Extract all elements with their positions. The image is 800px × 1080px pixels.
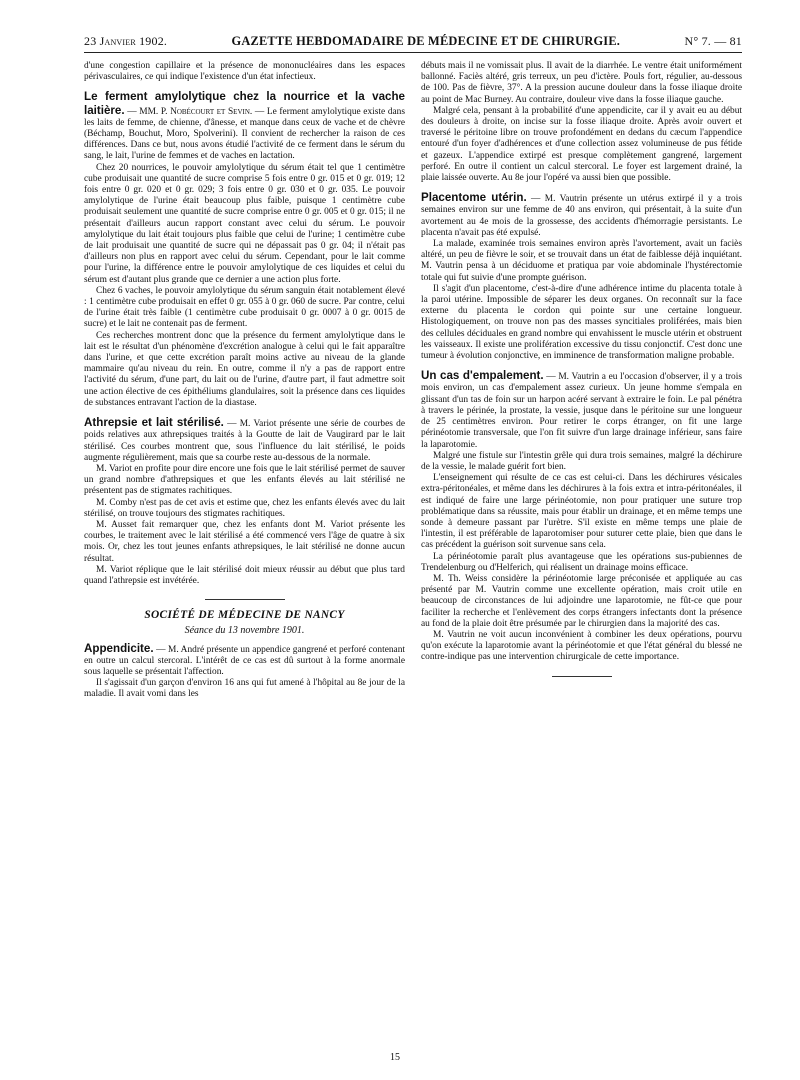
paragraph: Malgré une fistule sur l'intestin grêle qui dura trois semaines, malgré la déchirure de la vessie, le malade guérit fort bien. [421,450,742,472]
paragraph: Le ferment amylolytique existe dans les laits de femme, de chienne, d'ânesse, et manque dans ceux de vache et de chèvre (Béchamp, Bouchut, Moro, Spolverini). Il convient de rechercher la raison de ces différences. Dans ce but, nous avons étudié l'activité de ce ferment dans le sérum du sang, le lait, l'urine de femmes et de vaches en lactation. [84,106,405,162]
article-intro [84,417,405,464]
paragraph: M. Variot en profite pour dire encore une fois que le lait stérilisé permet de sauver un grand nombre d'athrepsiques et que les enfants élevés au lait stérilisé ne présentent pas de stigmates rachitiques. [84,463,405,497]
article-appendicite [84,643,405,701]
article-authors: — MM. P. Nobécourt et Sevin. — [124,106,267,117]
header-date: 23 Janvier 1902. [84,34,168,48]
paragraph: La périnéotomie paraît plus avantageuse que les opérations sus-pubiennes de Trendelenburg ou d'Helferich, qui réalisent un drainage moins efficace. [421,551,742,573]
article-intro [421,370,742,450]
paragraph: Il s'agit d'un placentome, c'est-à-dire d'une adhérence intime du placenta totale à la paroi utérine. Impossible de séparer les deux organes. On reconnaît sur la face externe du placenta le cordon qui pointe sur une certaine longueur. Histologiquement, on trouve non pas des masses syncitiales proliférées, mais bien des cellules déciduales en grand nombre qui envahissent le muscle utérin et obstruent les vaisseaux. Il existe une prolifération excessive du tissu conjonctif. C'est donc une tumeur à évolution conjonctive, en imminence de transformation maligne probable. [421,283,742,362]
article-empalement [421,370,742,663]
paragraph: Il s'agissait d'un garçon d'environ 16 ans qui fut amené à l'hôpital au 8e jour de la maladie. Il avait vomi dans les [84,678,405,700]
text-columns [84,61,742,1035]
article-heading: Le ferment amylolytique chez la nourrice et la vache laitière. [84,90,405,117]
session-date: Séance du 13 novembre 1901. [184,625,305,637]
article-intro [84,643,405,679]
paragraph: Malgré cela, pensant à la probabilité d'une appendicite, car il y avait eu au début des douleurs à droite, on incise sur la fosse iliaque droite. Après avoir ouvert et traversé le péritoine libre on trouve profondément en dedans du cæcum l'appendice entouré d'un foyer d'adhérences et d'une collection assez volumineuse de pus fétide et gazeux. L'appendice extirpé est presque complètement gangrené, largement perforé. En outre il contient un calcul stercoral. Le foyer est largement drainé, la plaie laissée ouverte. Au 8e jour l'opéré va aussi bien que possible. [421,105,742,184]
article-athrepsie [84,417,405,587]
article-heading: Appendicite. [84,641,154,655]
paragraph: L'enseignement qui résulte de ce cas est celui-ci. Dans les déchirures vésicales extra-péritonéales, et même dans les déchirures à la fois extra et intra-péritonéales, il est indiqué de faire une large périnéotomie, non pour pratiquer une suture trop problématique dans sa réussite, mais pour établir un drainage, et en même temps une sonde à demeure passant par l'urètre. S'il existe en même temps une plaie de l'intestin, il est préférable de laparotomiser pour suturer cette plaie, bien que dans le cas précédent la guérison soit survenue sans cela. [421,473,742,551]
paragraph: — M. Vautrin a eu l'occasion d'observer, il y a trois mois environ, un cas d'empalement assez curieux. Un jeune homme s'empala en glissant d'un tas de foin sur un harpon acéré servant à extraire le foin. Le pal pénétra à travers le périnée, la prostate, la vessie, jusque dans le péritoine sur une longueur de 25 centimètres environ. Pour retirer le corps étranger, on fit une large périnéotomie transversale, que l'on fit suivre d'un large drainage inférieur, sans faire la laparotomie. [421,372,742,450]
folio: 15 [390,1052,400,1063]
paragraph: d'une congestion capillaire et la présence de mononucléaires dans les espaces périvasculaires, ce qui indique l'existence d'un état infectieux. [84,61,405,83]
article-authors: — M. Variot présente [223,419,315,430]
article-heading: Un cas d'empalement. [421,369,544,383]
paragraph: Chez 6 vaches, le pouvoir amylolytique du sérum sanguin était notablement élevé : 1 centimètre cube produisait en effet 0 gr. 055 à 0 gr. 060 de sucre. Par contre, celui de l'urine était très faible (1 centimètre cube produisait 0 gr. 0007 à 0 gr. 0015 de sucre) et le lait ne contenait pas de ferment. [84,285,405,330]
article-heading: Athrepsie et lait stérilisé. [84,416,224,430]
header-page-number: N° 7. — 81 [684,34,742,48]
paragraph: M. Th. Weiss considère la périnéotomie large préconisée et appliquée au cas présenté par M. Vautrin comme une excellente opération, mais croit utile en beaucoup de circonstances de lui adjoindre une laparotomie, ne fût-ce que pour faciliter la recherche et l'enlèvement des corps étrangers infectants dont la présence au fond de la plaie doit être présumée par le chirurgien dans la majorité des cas. [421,573,742,629]
section-divider [205,599,285,600]
paragraph: M. Variot réplique que le lait stérilisé doit mieux réussir au début que plus tard quand l'athrepsie est invétérée. [84,564,405,586]
article-intro [84,91,405,162]
end-rule [552,676,612,677]
society-heading: SOCIÉTÉ DE MÉDECINE DE NANCY [144,609,345,622]
paragraph: une série de courbes de poids relatives aux athrepsiques traités à la Goutte de lait de Vaugirard par le lait stérilisé. Ces courbes montrent que, sous l'influence du lait stérilisé, le poids augmente régulièrement, mais que sa courbe reste au-dessous de la normale. [84,419,405,463]
left-column [84,61,405,1035]
paragraph: Chez 20 nourrices, le pouvoir amylolytique du sérum était tel que 1 centimètre cube produisait une quantité de sucre comprise 5 fois entre 0 gr. 015 et 0 gr. 019; 12 fois entre 0 gr. 020 et 0 gr. 029; 3 fois entre 0 gr. 030 et 0 gr. 035. Le pouvoir amylolytique de l'urine était beaucoup plus faible, puisque 1 centimètre cube produisait seulement une quantité de sucre comprise entre 0 gr. 005 et 0 gr. 015; il ne présentait d'ailleurs aucun rapport constant avec celui du sérum. Le pouvoir amylolytique du lait était toujours plus faible que celui de l'urine; 1 centimètre cube de lait produisait une quantité de sucre qui ne dépassait pas 0 gr. 04; il n'était pas d'ailleurs non plus en rapport avec celui du sérum. Cependant, pour le lait comme pour l'urine, la différence entre le pouvoir amylolytique de ces liquides et celui du sérum est d'autant plus grande que ce dernier a une action plus forte. [84,162,405,285]
article-intro [421,192,742,239]
paragraph: Ces recherches montrent donc que la présence du ferment amylolytique dans le lait est le résultat d'un phénomène d'excrétion analogue à celui qui le fait apparaître dans l'urine, et que cette excrétion paraît moins active au niveau de la glande mammaire qu'au niveau du rein. En outre, comme il n'y a pas de rapport entre l'activité du sérum, d'une part, du lait ou de l'urine, d'autre part, il faut admettre soit une action élective de ces épithéliums glandulaires, soit la présence dans ces liquides de substances entravant l'action de la diastase. [84,330,405,408]
right-column [421,61,742,1035]
paragraph: M. Ausset fait remarquer que, chez les enfants dont M. Variot présente les courbes, le traitement avec le lait stérilisé a été commencé vers l'âge de quatre à six mois. Or, chez les tout jeunes enfants athrepsiques, le lait stérilisé ne donne aucun résultat. [84,519,405,564]
paragraph: débuts mais il ne vomissait plus. Il avait de la diarrhée. Le ventre était uniformément ballonné. Faciès altéré, gris terreux, un peu d'ictère. Pouls fort, régulier, au-dessous de 100. Pas de fièvre, 37°. A la pression aucune douleur dans la fosse iliaque droite au point de Mac Burney. Au contraire, douleur vive dans la fosse iliaque gauche. [421,61,742,105]
paragraph: — M. Vautrin présente un utérus extirpé il y a trois semaines environ sur une femme de 40 ans environ, qui présentait, à la suite d'un avortement au 4e mois de la grossesse, des accidents d'hémorragie persistants. Le placenta n'avait pas été expulsé. [421,194,742,238]
paragraph: La malade, examinée trois semaines environ après l'avortement, avait un faciès altéré, un peu de fièvre le soir, et se trouvait dans un état de faiblesse déjà inquiétant. M. Vautrin pensa à un déciduome et pratiqua par voie abdominale l'hystérectomie totale qui fut suivie d'une prompte guérison. [421,239,742,283]
article-heading: Placentome utérin. [421,191,527,205]
article-ferment-amylolytique [84,91,405,409]
paragraph: M. Vautrin ne voit aucun inconvénient à combiner les deux opérations, pourvu qu'on exécute la laparotomie avant la périnéotomie et que l'état général du blessé ne contre-indique pas une intervention chirurgicale de cette importance. [421,629,742,663]
running-header [84,34,742,53]
article-placentome [421,192,742,362]
header-title: GAZETTE HEBDOMADAIRE DE MÉDECINE ET DE CHIRURGIE. [231,34,621,48]
paragraph: — M. André présente un appendice gangrené et perforé contenant en outre un calcul stercoral. L'intérêt de ce cas est dû surtout à la forme anormale sous laquelle se présentait l'affection. [84,644,405,677]
paragraph: M. Comby n'est pas de cet avis et estime que, chez les enfants élevés avec du lait stérilisé, on trouve toujours des stigmates rachitiques. [84,497,405,519]
